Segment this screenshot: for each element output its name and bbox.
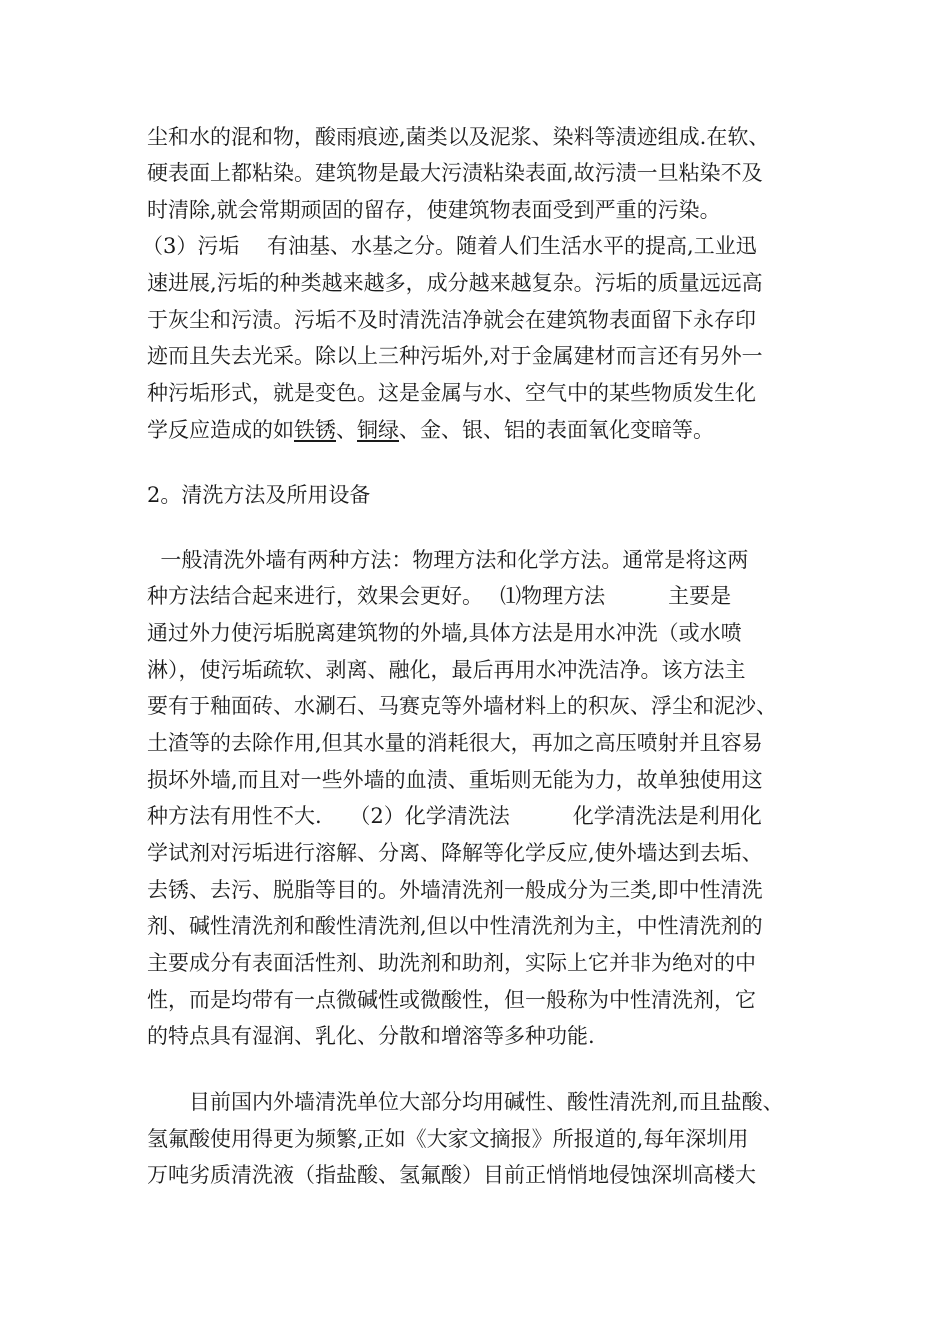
text-line: 主要成分有表面活性剂、助洗剂和助剂，实际上它并非为绝对的中 [147, 951, 756, 975]
text-segment: 学反应造成的如 [147, 418, 294, 442]
text-line [147, 416, 714, 444]
text-line: 迹而且失去光采。除以上三种污垢外,对于金属建材而言还有另外一 [147, 344, 763, 368]
text-line: 种方法有用性不大. （2）化学清洗法 化学清洗法是利用化 [147, 804, 762, 828]
text-line: 尘和水的混和物，酸雨痕迹,菌类以及泥浆、染料等渍迹组成.在软、 [147, 125, 770, 149]
link-rust[interactable]: 铁锈 [294, 418, 336, 442]
text-line: 要有于釉面砖、水涮石、马赛克等外墙材料上的积灰、浮尘和泥沙、 [147, 694, 777, 718]
text-line: 土渣等的去除作用,但其水量的消耗很大，再加之高压喷射并且容易 [147, 731, 763, 755]
text-line: 速进展,污垢的种类越来越多，成分越来越复杂。污垢的质量远远高 [147, 271, 763, 295]
text-line: 性，而是均带有一点微碱性或微酸性，但一般称为中性清洗剂，它 [147, 988, 756, 1012]
text-line: 去锈、去污、脱脂等目的。外墙清洗剂一般成分为三类,即中性清洗 [147, 878, 763, 902]
section-heading: 2。清洗方法及所用设备 [147, 483, 371, 507]
text-line: 损坏外墙,而且对一些外墙的血渍、重垢则无能为力，故单独使用这 [147, 768, 763, 792]
text-line: 的特点具有湿润、乳化、分散和增溶等多种功能. [147, 1024, 595, 1048]
text-line: 氢氟酸使用得更为频繁,正如《大家文摘报》所报道的,每年深圳用 [147, 1127, 749, 1151]
text-line: 硬表面上都粘染。建筑物是最大污渍粘染表面,故污渍一旦粘染不及 [147, 161, 763, 185]
text-line: 淋），使污垢疏软、剥离、融化，最后再用水冲洗洁净。该方法主 [147, 658, 746, 682]
text-line: 万吨劣质清洗液（指盐酸、氢氟酸）目前正悄悄地侵蚀深圳高楼大 [147, 1163, 756, 1187]
text-line: 一般清洗外墙有两种方法：物理方法和化学方法。通常是将这两 [147, 548, 749, 572]
text-line: 种污垢形式，就是变色。这是金属与水、空气中的某些物质发生化 [147, 381, 756, 405]
text-line: 于灰尘和污渍。污垢不及时清洗洁净就会在建筑物表面留下永存印 [147, 308, 756, 332]
text-line: 目前国内外墙清洗单位大部分均用碱性、酸性清洗剂,而且盐酸、 [147, 1090, 784, 1114]
text-line: 学试剂对污垢进行溶解、分离、降解等化学反应,使外墙达到去垢、 [147, 841, 763, 865]
text-segment: 、金、银、铝的表面氧化变暗等。 [399, 418, 714, 442]
text-line: 剂、碱性清洗剂和酸性清洗剂,但以中性清洗剂为主，中性清洗剂的 [147, 914, 763, 938]
text-segment: 、 [336, 418, 357, 442]
text-line: 时清除,就会常期顽固的留存，使建筑物表面受到严重的污染。 [147, 198, 721, 222]
text-line: 通过外力使污垢脱离建筑物的外墙,具体方法是用水冲洗（或水喷 [147, 621, 742, 645]
text-line: 种方法结合起来进行，效果会更好。 ⑴物理方法 主要是 [147, 584, 732, 608]
link-verdigris[interactable]: 铜绿 [357, 418, 399, 442]
text-line: （3）污垢 有油基、水基之分。随着人们生活水平的提高,工业迅 [142, 234, 757, 258]
